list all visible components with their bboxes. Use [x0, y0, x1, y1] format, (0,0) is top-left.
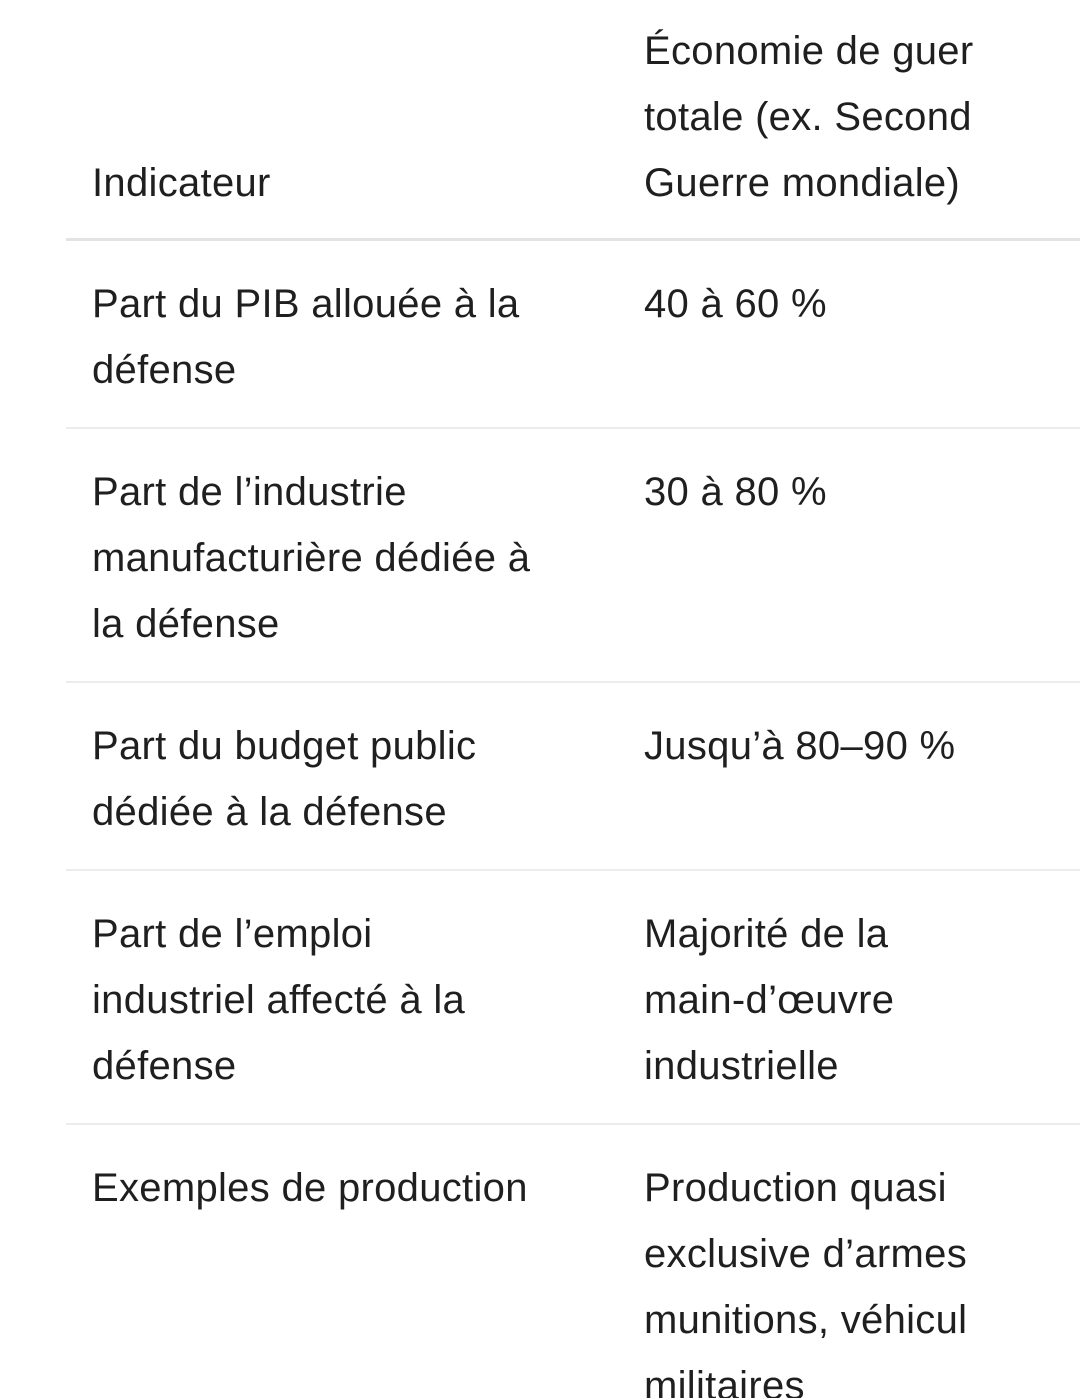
cell-line: Jusqu’à 80–90 % — [644, 724, 956, 768]
cell-line: industriel affecté à la — [92, 978, 466, 1022]
header-line: Économie de guer — [644, 29, 974, 73]
cell-line: exclusive d’armes — [644, 1232, 967, 1276]
header-war-economy — [618, 0, 1080, 240]
value-cell — [618, 682, 1080, 870]
cell-line: Majorité de la — [644, 912, 889, 956]
cell-line: défense — [92, 348, 237, 392]
table-row — [66, 682, 1080, 870]
table-row — [66, 428, 1080, 682]
cell-line: Part du PIB allouée à la — [92, 282, 520, 326]
cell-line: Part du budget public — [92, 724, 477, 768]
indicator-cell — [66, 870, 618, 1124]
value-cell — [618, 240, 1080, 429]
table-header-row — [66, 0, 1080, 240]
comparison-table-container — [66, 0, 1080, 1398]
cell-line: Part de l’industrie — [92, 470, 407, 514]
cell-line: manufacturière dédiée à — [92, 536, 531, 580]
indicator-cell — [66, 428, 618, 682]
table-row — [66, 240, 1080, 429]
value-cell — [618, 870, 1080, 1124]
cell-line: main-d’œuvre — [644, 978, 895, 1022]
indicator-cell — [66, 240, 618, 429]
cell-line: défense — [92, 1044, 237, 1088]
header-line: Guerre mondiale) — [644, 161, 961, 205]
cell-line: munitions, véhicul — [644, 1298, 968, 1342]
cell-line: la défense — [92, 602, 280, 646]
cell-line: Production quasi — [644, 1166, 947, 1210]
cell-line: industrielle — [644, 1044, 839, 1088]
comparison-table — [66, 0, 1080, 1398]
indicator-cell — [66, 1124, 618, 1398]
indicator-cell — [66, 682, 618, 870]
value-cell — [618, 1124, 1080, 1398]
header-indicator: Indicateur — [66, 0, 618, 240]
table-row — [66, 1124, 1080, 1398]
table-row — [66, 870, 1080, 1124]
cell-line: militaires — [644, 1364, 805, 1398]
cell-line: dédiée à la défense — [92, 790, 447, 834]
cell-line: Part de l’emploi — [92, 912, 373, 956]
cell-line: 30 à 80 % — [644, 470, 827, 514]
cell-line: Exemples de production — [92, 1166, 528, 1210]
header-line: totale (ex. Second — [644, 95, 972, 139]
cell-line: 40 à 60 % — [644, 282, 827, 326]
value-cell — [618, 428, 1080, 682]
